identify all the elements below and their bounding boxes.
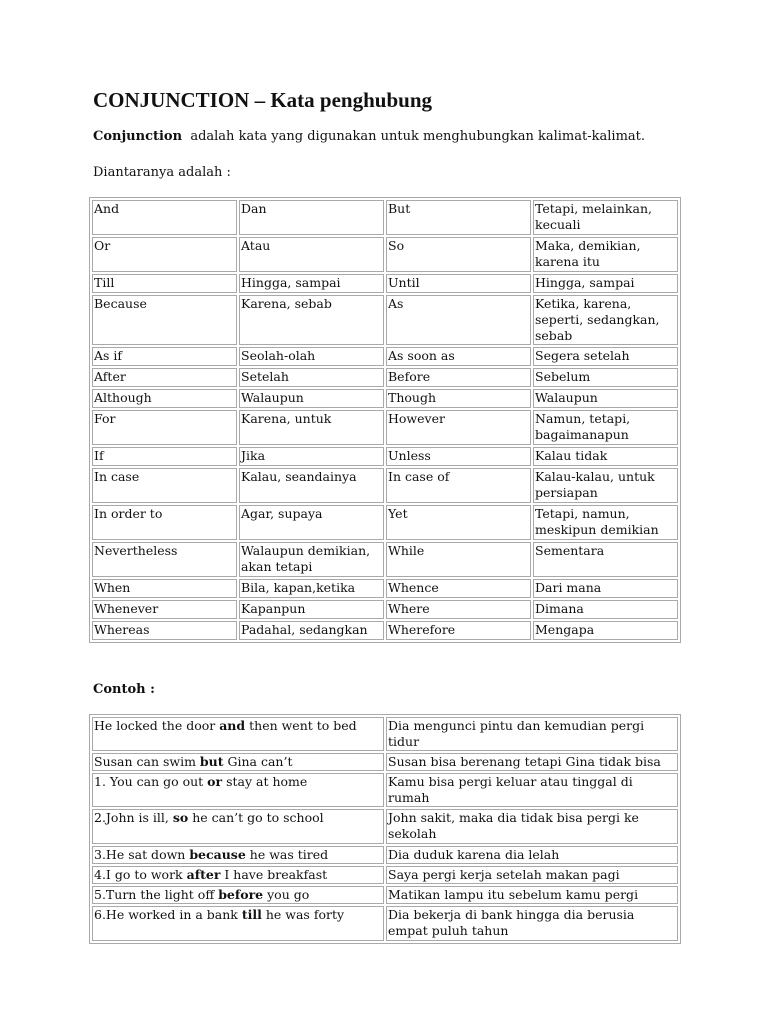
- conjunction-meaning: Dan: [239, 200, 384, 235]
- conjunction-term: As: [386, 295, 531, 345]
- example-sentence: [92, 886, 384, 904]
- conjunction-term: In case of: [386, 468, 531, 503]
- conjunction-meaning: Walaupun demikian, akan tetapi: [239, 542, 384, 577]
- example-sentence: [92, 866, 384, 884]
- table-row: [92, 886, 678, 904]
- table-row: [92, 447, 678, 466]
- conjunction-term: Until: [386, 274, 531, 293]
- sentence-part: Gina can’t: [223, 754, 293, 769]
- conjunction-word: or: [207, 774, 223, 789]
- conjunction-meaning: Kapanpun: [239, 600, 384, 619]
- conjunction-term: Wherefore: [386, 621, 531, 640]
- sentence-part: 5.Turn the light off: [94, 887, 219, 902]
- sentence-part: he was forty: [261, 907, 345, 922]
- table-row: [92, 846, 678, 864]
- example-translation: Kamu bisa pergi keluar atau tinggal di rumah: [386, 773, 678, 807]
- conjunction-meaning: Dari mana: [533, 579, 678, 598]
- conjunction-term: Nevertheless: [92, 542, 237, 577]
- conjunction-term: Because: [92, 295, 237, 345]
- sentence-part: Susan can swim: [94, 754, 200, 769]
- sentence-part: he can’t go to school: [188, 810, 324, 825]
- example-translation: Dia duduk karena dia lelah: [386, 846, 678, 864]
- example-translation: Dia bekerja di bank hingga dia berusia empat puluh tahun: [386, 906, 678, 941]
- examples-table: [89, 714, 681, 944]
- example-translation: Susan bisa berenang tetapi Gina tidak bisa: [386, 753, 678, 771]
- conjunction-meaning: Tetapi, melainkan, kecuali: [533, 200, 678, 235]
- conjunction-term: Before: [386, 368, 531, 387]
- table-row: [92, 579, 678, 598]
- table-row: [92, 773, 678, 807]
- conjunction-meaning: Hingga, sampai: [533, 274, 678, 293]
- table-row: [92, 295, 678, 345]
- sentence-part: 6.He worked in a bank: [94, 907, 242, 922]
- example-translation: Matikan lampu itu sebelum kamu pergi: [386, 886, 678, 904]
- conjunction-meaning: Karena, untuk: [239, 410, 384, 445]
- conjunction-meaning: Agar, supaya: [239, 505, 384, 540]
- sentence-part: you go: [263, 887, 310, 902]
- table-row: [92, 866, 678, 884]
- table-row: [92, 368, 678, 387]
- conjunction-meaning: Mengapa: [533, 621, 678, 640]
- conjunction-term: Whence: [386, 579, 531, 598]
- conjunction-meaning: Kalau-kalau, untuk persiapan: [533, 468, 678, 503]
- table-row: [92, 200, 678, 235]
- conjunction-meaning: Seolah-olah: [239, 347, 384, 366]
- conjunction-meaning: Kalau tidak: [533, 447, 678, 466]
- conjunction-word: but: [199, 754, 224, 769]
- conjunction-meaning: Maka, demikian, karena itu: [533, 237, 678, 272]
- conjunction-term: Though: [386, 389, 531, 408]
- conjunction-term: For: [92, 410, 237, 445]
- conjunction-meaning: Segera setelah: [533, 347, 678, 366]
- example-translation: Saya pergi kerja setelah makan pagi: [386, 866, 678, 884]
- table-row: [92, 906, 678, 941]
- conjunction-term: When: [92, 579, 237, 598]
- conjunction-meaning: Namun, tetapi, bagaimanapun: [533, 410, 678, 445]
- sentence-part: 3.He sat down: [94, 847, 190, 862]
- conjunction-term: If: [92, 447, 237, 466]
- conjunction-word: because: [189, 847, 246, 862]
- table-row: [92, 600, 678, 619]
- example-translation: John sakit, maka dia tidak bisa pergi ke sekolah: [386, 809, 678, 844]
- example-sentence: [92, 906, 384, 941]
- sentence-part: 1. You can go out: [94, 774, 208, 789]
- page-title: CONJUNCTION – Kata penghubung: [93, 88, 432, 112]
- table-row: [92, 410, 678, 445]
- conjunction-meaning: Walaupun: [533, 389, 678, 408]
- intro-term: Conjunction: [93, 129, 183, 144]
- conjunction-word: till: [241, 907, 262, 922]
- sentence-part: he was tired: [245, 847, 329, 862]
- table-row: [92, 237, 678, 272]
- intro-text: adalah kata yang digunakan untuk menghubungkan kalimat-kalimat.: [182, 129, 645, 144]
- conjunction-term: In order to: [92, 505, 237, 540]
- conjunction-term: Where: [386, 600, 531, 619]
- table-row: [92, 717, 678, 751]
- conjunction-term: Whenever: [92, 600, 237, 619]
- conjunction-meaning: Walaupun: [239, 389, 384, 408]
- conjunction-term: In case: [92, 468, 237, 503]
- conjunction-meaning: Atau: [239, 237, 384, 272]
- sentence-part: 4.I go to work: [94, 867, 187, 882]
- conjunction-word: so: [172, 810, 189, 825]
- example-sentence: [92, 773, 384, 807]
- conjunction-meaning: Karena, sebab: [239, 295, 384, 345]
- example-sentence: [92, 753, 384, 771]
- conjunction-meaning: Setelah: [239, 368, 384, 387]
- sentence-part: He locked the door: [94, 718, 220, 733]
- conjunction-meaning: Hingga, sampai: [239, 274, 384, 293]
- conjunction-term: So: [386, 237, 531, 272]
- conjunction-meaning: Dimana: [533, 600, 678, 619]
- sentence-part: then went to bed: [245, 718, 357, 733]
- conjunction-meaning: Ketika, karena, seperti, sedangkan, sebab: [533, 295, 678, 345]
- conjunction-word: and: [219, 718, 246, 733]
- table-row: [92, 542, 678, 577]
- conjunction-meaning: Bila, kapan,ketika: [239, 579, 384, 598]
- conjunction-meaning: Sementara: [533, 542, 678, 577]
- conjunction-term: Yet: [386, 505, 531, 540]
- conjunction-word: before: [218, 887, 264, 902]
- table-row: [92, 389, 678, 408]
- table-row: [92, 621, 678, 640]
- conjunction-term: However: [386, 410, 531, 445]
- conjunction-term: Till: [92, 274, 237, 293]
- example-sentence: [92, 717, 384, 751]
- conjunction-meaning: Kalau, seandainya: [239, 468, 384, 503]
- list-subheading: Diantaranya adalah :: [93, 165, 231, 180]
- conjunction-term: Unless: [386, 447, 531, 466]
- intro-paragraph: [93, 129, 645, 144]
- conjunction-term: Whereas: [92, 621, 237, 640]
- table-row: [92, 753, 678, 771]
- table-row: [92, 347, 678, 366]
- table-row: [92, 274, 678, 293]
- conjunction-term: Although: [92, 389, 237, 408]
- example-sentence: [92, 809, 384, 844]
- example-translation: Dia mengunci pintu dan kemudian pergi tidur: [386, 717, 678, 751]
- examples-heading: Contoh :: [93, 682, 155, 697]
- conjunction-term: Or: [92, 237, 237, 272]
- table-row: [92, 505, 678, 540]
- conjunction-word: after: [186, 867, 221, 882]
- conjunction-meaning: Sebelum: [533, 368, 678, 387]
- conjunction-meaning: Tetapi, namun, meskipun demikian: [533, 505, 678, 540]
- conjunction-term: After: [92, 368, 237, 387]
- conjunction-term: As soon as: [386, 347, 531, 366]
- conjunction-term: While: [386, 542, 531, 577]
- example-sentence: [92, 846, 384, 864]
- sentence-part: I have breakfast: [220, 867, 328, 882]
- table-row: [92, 809, 678, 844]
- conjunction-term: But: [386, 200, 531, 235]
- sentence-part: 2.John is ill,: [94, 810, 173, 825]
- conjunction-table: [89, 197, 681, 643]
- conjunction-term: As if: [92, 347, 237, 366]
- conjunction-term: And: [92, 200, 237, 235]
- sentence-part: stay at home: [222, 774, 308, 789]
- conjunction-meaning: Jika: [239, 447, 384, 466]
- table-row: [92, 468, 678, 503]
- conjunction-meaning: Padahal, sedangkan: [239, 621, 384, 640]
